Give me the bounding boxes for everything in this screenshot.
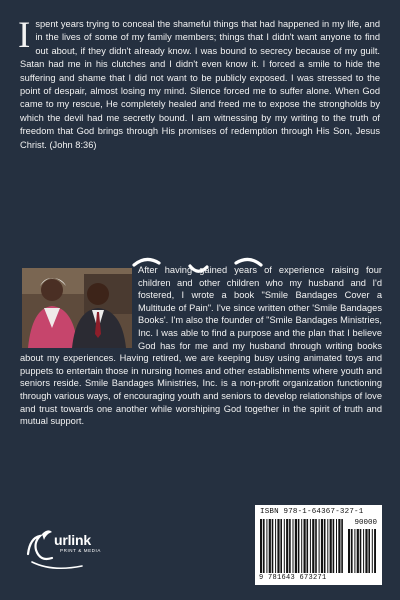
barcode-bar	[269, 519, 271, 573]
barcode-bar	[263, 519, 265, 573]
barcode-bar	[357, 529, 359, 573]
barcode-bar	[304, 519, 306, 573]
barcode-bar	[333, 519, 335, 573]
barcode-bar	[284, 519, 285, 573]
barcode-bars	[260, 519, 344, 573]
barcode-panel	[255, 505, 382, 585]
author-bio	[20, 264, 382, 428]
barcode-bar	[310, 519, 311, 573]
bio-text: After having gained years of experience raising four children and other children who my husband and I'd fostered, I wrote a book "Smile Bandages Cover a Multitude of Pain". I've since written other 'Smile Bandages Books'. I'm also the founder of "Smile Bandages Ministries, Inc. I was able to find a purpose and the plan that I believe God has for me and my husband through writing books about my experiences. Having retired, we are keeping busy using animated toys and puppets to entertain those in nursing homes and other establishments where youth and seniors reside. Smile Bandages Ministries, Inc. is a non-profit organization functioning through various ways, of encouraging youth and seniors to develop relationships of love and trust towards one another while worshiping God together in the spirit of truth and mutual support.	[20, 265, 382, 427]
barcode-bar	[365, 529, 367, 573]
barcode-bar	[307, 519, 309, 573]
barcode-bar	[338, 519, 340, 573]
barcode-bar	[277, 519, 279, 573]
barcode-bar	[289, 519, 291, 573]
publisher-tagline: PRINT & MEDIA	[60, 548, 101, 553]
barcode-bar	[374, 529, 376, 573]
barcode-bar	[260, 519, 262, 573]
barcode-bar	[336, 519, 337, 573]
photo-spacer	[20, 264, 138, 348]
barcode-bar	[295, 519, 297, 573]
barcode-bar	[266, 519, 267, 573]
drop-cap: I	[18, 15, 31, 56]
barcode-bar	[280, 519, 282, 573]
barcode-bar	[312, 519, 314, 573]
barcode-bar	[360, 529, 362, 573]
barcode-bar	[341, 519, 343, 573]
price-barcode-bars	[348, 529, 376, 573]
barcode-bar	[363, 529, 364, 573]
intro-paragraph	[18, 15, 380, 152]
barcode-bar	[319, 519, 320, 573]
barcode-bar	[286, 519, 288, 573]
barcode-bar	[327, 519, 328, 573]
barcode-bar	[298, 519, 300, 573]
barcode-bar	[301, 519, 302, 573]
barcode-bar	[272, 519, 274, 573]
barcode-bar	[321, 519, 323, 573]
barcode-bar	[348, 529, 350, 573]
price-code: 90000	[354, 519, 377, 527]
barcode-bar	[368, 529, 370, 573]
intro-text: spent years trying to conceal the shameful things that had happened in my life, and in the lives of some of my family members; things that I didn't want anyone to find out about, if they didn't already know. I was bound to secrecy because of my guilt. Satan had me in his clutches and I didn't even know it. I forced a smile to hide the suffering and shame that I did not want to be publicly exposed. I was stressed to the point of despair, almost losing my mind. Silence forced me to suffer alone. When God came to my rescue, He completely healed and freed me to expose the strongholds by which the devil had me secretly bound. I am witnessing by my writing to the truth of freedom that God brings through His promises of redemption through His Son, Jesus Christ. (John 8:36)	[20, 19, 380, 150]
isbn-label: ISBN 978-1-64367-327-1	[260, 508, 364, 516]
publisher-name: urlink	[54, 532, 91, 548]
barcode-bar	[354, 529, 355, 573]
swoosh-icon	[28, 536, 52, 559]
barcode-bar	[293, 519, 294, 573]
barcode-bar	[324, 519, 326, 573]
barcode-bar	[275, 519, 276, 573]
barcode-bar	[330, 519, 332, 573]
quill-icon	[42, 530, 52, 540]
barcode-bar	[315, 519, 317, 573]
barcode-digits: 9 781643 673271	[259, 574, 327, 582]
barcode-bar	[351, 529, 353, 573]
barcode-bar	[372, 529, 373, 573]
